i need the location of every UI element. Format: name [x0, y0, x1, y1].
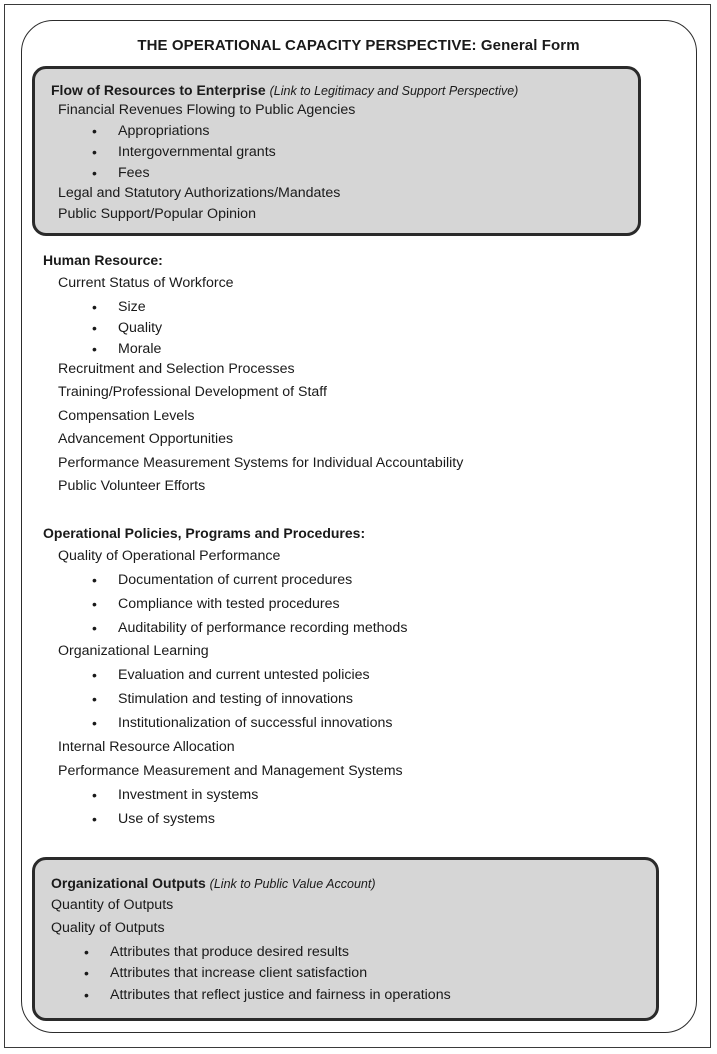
- flow-bullet-item: • Intergovernmental grants: [118, 143, 276, 161]
- flow-bullet-item: • Fees: [118, 164, 150, 182]
- outputs-bullet-item: • Attributes that increase client satisfaction: [110, 964, 367, 982]
- flow-heading: [51, 81, 518, 100]
- outputs-bullet-item: • Attributes that produce desired results: [110, 943, 349, 961]
- policies-bullet-item: • Auditability of performance recording methods: [118, 619, 407, 637]
- human-item: Performance Measurement Systems for Individual Accountability: [58, 455, 464, 471]
- policies-item: Internal Resource Allocation: [58, 739, 235, 755]
- policies-bullet-item: • Use of systems: [118, 810, 215, 828]
- policies-bullet-item: • Stimulation and testing of innovations: [118, 690, 353, 708]
- outputs-item: Quantity of Outputs: [51, 897, 174, 913]
- policies-bullet-item: • Institutionalization of successful innovations: [118, 714, 392, 732]
- human-item: Public Volunteer Efforts: [58, 478, 206, 494]
- human-item: Recruitment and Selection Processes: [58, 361, 295, 377]
- flow-item: Financial Revenues Flowing to Public Agencies: [58, 102, 356, 118]
- policies-heading: Operational Policies, Programs and Procedures:: [43, 525, 366, 541]
- flow-heading-text: Flow of Resources to Enterprise: [51, 82, 266, 98]
- human-bullet-item: • Quality: [118, 319, 162, 337]
- policies-item: Performance Measurement and Management Systems: [58, 763, 403, 779]
- outputs-heading: [51, 874, 376, 893]
- policies-bullet-item: • Compliance with tested procedures: [118, 595, 340, 613]
- policies-bullet-item: • Investment in systems: [118, 786, 258, 804]
- policies-item: Quality of Operational Performance: [58, 548, 281, 564]
- human-resource-heading: Human Resource:: [43, 252, 163, 268]
- outputs-item: Quality of Outputs: [51, 920, 165, 936]
- human-item: Current Status of Workforce: [58, 275, 234, 291]
- outputs-heading-text: Organizational Outputs: [51, 875, 206, 891]
- policies-bullet-item: • Evaluation and current untested policies: [118, 666, 370, 684]
- human-item: Training/Professional Development of Staff: [58, 384, 327, 400]
- human-bullet-item: • Morale: [118, 340, 161, 358]
- flow-bullet-item: • Appropriations: [118, 122, 210, 140]
- flow-heading-note: (Link to Legitimacy and Support Perspective): [269, 84, 519, 98]
- human-item: Compensation Levels: [58, 408, 195, 424]
- human-bullet-item: • Size: [118, 298, 146, 316]
- main-title: THE OPERATIONAL CAPACITY PERSPECTIVE: General Form: [137, 37, 580, 54]
- policies-item: Organizational Learning: [58, 643, 209, 659]
- outputs-bullet-item: • Attributes that reflect justice and fairness in operations: [110, 986, 451, 1004]
- flow-item: Legal and Statutory Authorizations/Mandates: [58, 185, 341, 201]
- outputs-heading-note: (Link to Public Value Account): [209, 877, 376, 891]
- human-item: Advancement Opportunities: [58, 431, 234, 447]
- policies-bullet-item: • Documentation of current procedures: [118, 571, 352, 589]
- flow-item: Public Support/Popular Opinion: [58, 206, 256, 222]
